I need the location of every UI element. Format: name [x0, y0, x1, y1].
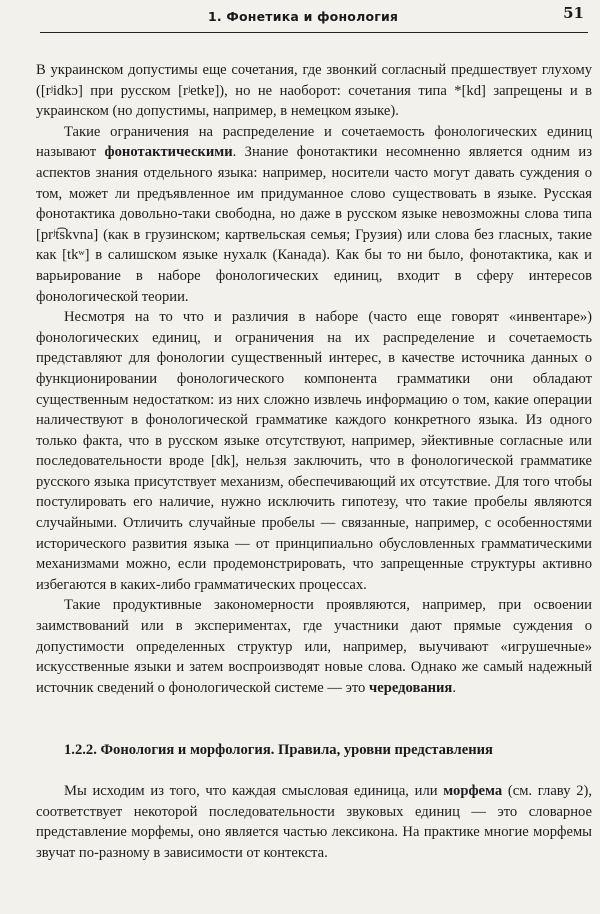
paragraph-2-text-end: . Знание фонотактики несомненно является одним из аспектов знания отдельного языка: например, носители часто могут давать суждения о том, может ли предъявленное им придуманное слово существовать в языке. Русская фонотактика довольно-таки свободна, но даже в русском языке невозможны слова типа [prʲt͡skvna] (как в грузинском; картвельская семья; Грузия) или слова без гласных, такие как [tkʷ] в салишском языке нухалк (Канада). Как бы то ни было, фонотактика, как и варьирование в наборе фонологических единиц, входит в сферу интересов фонологической теории.: [36, 144, 592, 305]
paragraph-3: Несмотря на то что и различия в наборе (часто еще говорят «инвентаре») фонологических единиц, и ограничения на их распределение и сочетаемость представляют для фонологии существенный интерес, в качестве источника данных о функционировании фонологического компонента грамматики они обладают существенным недостатком: из них сложно извлечь информацию о том, какие операции наличествуют в фонологической грамматике каждого конкретного языка. Из одного только факта, что в русском языке отсутствуют, например, эйективные согласные или последовательности вроде [dk], нельзя заключить, что в фонологической грамматике русского языка присутствует механизм, обеспечивающий их отсутствие. Для того чтобы постулировать его наличие, нужно исключить гипотезу, что такие пробелы являются случайными. Отличить случайные пробелы — связанные, например, с особенностями исторического развития языка — от принципиально обусловленных грамматическими механизмами можно, если продемонстрировать, что запрещенные структуры активно избегаются в каких-либо грамматических процессах.: [36, 309, 592, 593]
paragraph-5-text-start: Мы исходим из того, что каждая смысловая единица, или: [64, 783, 444, 799]
page-number: 51: [563, 4, 584, 22]
term-morpheme: морфема: [443, 783, 503, 799]
body-text: [36, 60, 592, 863]
paragraph-5-text-end: (см. главу 2), соответствует некоторой последовательности звуковых единиц — это словарное представление морфемы, оно является частью лексикона. На практике многие морфемы звучат по-разному в зависимости от контекста.: [36, 783, 593, 861]
paragraph-2-text-start: Такие ограничения на распределение и сочетаемость фонологических единиц называют: [36, 123, 592, 161]
running-header: [40, 2, 588, 33]
paragraph-4-text-end: .: [452, 679, 456, 696]
chapter-title: 1. Фонетика и фонология: [208, 9, 399, 24]
paragraph-1: В украинском допустимы еще сочетания, где звонкий согласный предшествует глухому ([rʲidkɔ] при русском [rʲetkɐ]), но не наоборот: сочетания типа *[kd] запрещены и в украинском (но допустимы, например, в немецком языке).: [36, 62, 592, 120]
paragraph-4-text-start: Такие продуктивные закономерности проявляются, например, при освоении заимствований или в экспериментах, где участники дают прямые суждения о допустимости определенных структур или, например, выучивают «игрушечные» искусственные языки и затем воспроизводят новые слова. Однако же самый надежный источник сведений о фонологической системе — это: [36, 597, 592, 696]
section-heading: 1.2.2. Фонология и морфология. Правила, уровни представления: [64, 742, 493, 759]
term-alternations: чередования: [369, 679, 453, 696]
paragraph-2: [36, 122, 592, 307]
paragraph-4: [36, 595, 592, 698]
paragraph-5: [36, 781, 592, 863]
term-phonotactic: фонотактическими: [104, 144, 233, 161]
